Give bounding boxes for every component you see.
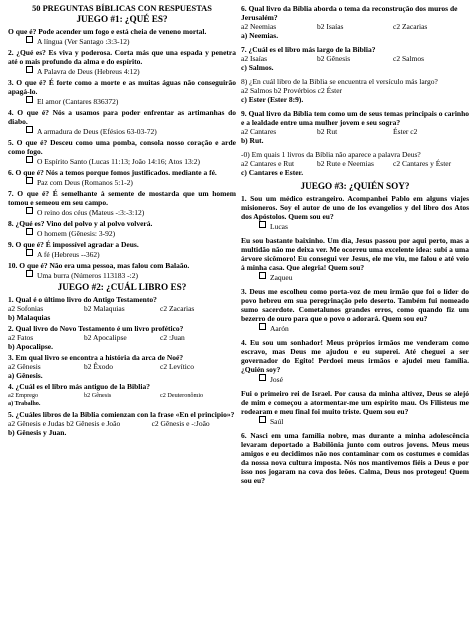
option: c2 Deuteronômio: [160, 392, 204, 399]
option: a2 Isaías: [241, 54, 268, 63]
answer-r25: Saúl: [241, 416, 469, 426]
document-title: 50 PREGUNTAS BÍBLICAS CON RESPUESTAS: [32, 4, 212, 13]
question-r26: 6. Nasci em uma família nobre, mas durante a minha adolescência levaram deportado a Babilônia junto com outros jovens. Meus meus amigos e eu decidimos não nos contaminar com os costumes e comidas da nossa nova cultura imposta. Nós nos mantivemos fiéis a Deus e por isso nos jogaram na cova dos leões. Calma, Deus nos protegeu! Quem sou eu?: [241, 431, 469, 485]
checkbox-icon: [259, 272, 266, 279]
answer-r22: Zaqueu: [241, 272, 469, 282]
left-column: [8, 4, 236, 437]
answer-9: A fé (Hebreus --362): [8, 249, 236, 259]
option: b2 Êxodo: [84, 362, 113, 371]
options-r10: [241, 159, 469, 168]
question-3: 3. O que é? É forte como a morte e as muitas águas não conseguirão apagá-lo.: [8, 78, 236, 96]
options-15: [8, 419, 236, 428]
right-column: [241, 4, 469, 485]
options-12: [8, 333, 236, 342]
checkbox-icon: [26, 270, 33, 277]
options-r6: [241, 22, 469, 31]
option: c2 Salmos: [393, 54, 425, 63]
option: a2 Emprego: [8, 392, 39, 399]
option: c2 :Juan: [160, 333, 185, 342]
options-14: [8, 391, 236, 400]
question-r24: 4. Eu sou um sonhador! Meus próprios irmãos me venderam como escravo, mas Deus me ajudou e eu superei. Até cheguei a ser governador do Egito! Perdoei meus irmãos e ajudei meu família. ¿Quién soy?: [241, 338, 469, 374]
question-10: 10. O que é? Não era uma pessoa, mas falou com Balaão.: [8, 261, 190, 270]
question-1: O que é? Pode acender um fogo e está cheia de veneno mortal.: [8, 27, 207, 36]
section-heading-juego3: JUEGO #3: ¿QUIÉN SOY?: [300, 181, 410, 191]
option: c2 Zacarias: [393, 22, 428, 31]
option: a2 Sofonias: [8, 304, 44, 313]
question-12: 2. Qual livro do Novo Testamento é um livro profético?: [8, 324, 184, 333]
option: b2 Isaías: [317, 22, 344, 31]
question-r23: 3. Deus me escolheu como porta-voz de meu irmão que foi o líder do povo hebreu em sua peregrinação pelo deserto. Também fui nomeado sumo sacerdote. Cometalunos grandes erros, como quando fiz um bezerro de ouro para que o povo o adorará. Quem sou eu?: [241, 287, 469, 323]
answer-4: A armadura de Deus (Efésios 63-03-72): [8, 126, 236, 136]
checkbox-icon: [259, 221, 266, 228]
answer-r24: José: [241, 374, 469, 384]
question-13: 3. Em qual livro se encontra a história da arca de Noé?: [8, 353, 184, 362]
checkbox-icon: [26, 96, 33, 103]
option: c2 Cantares y Éster: [393, 159, 452, 168]
result-r6: a) Neemias.: [241, 31, 279, 40]
checkbox-icon: [26, 66, 33, 73]
option: a2 Cantares: [241, 127, 277, 136]
option: c2 Gênesis e -:João: [151, 419, 210, 428]
checkbox-icon: [26, 207, 33, 214]
option: b2 Gênesis: [317, 54, 351, 63]
question-6: 6. O que é? Nós a temos porque fomos justificados. mediante a fé.: [8, 168, 217, 177]
answer-5: O Espírito Santo (Lucas 11:13; João 14:16; Atos 13:2): [8, 156, 236, 166]
option: a2 Gênesis: [8, 362, 41, 371]
result-13: a) Gênesis.: [8, 371, 43, 380]
result-r9: b) Rut.: [241, 136, 264, 145]
answer-10: Uma burra (Números 113183 -:2): [8, 270, 236, 280]
answer-r21: Lucas: [241, 221, 469, 231]
option: a2 Fatos: [8, 333, 34, 342]
question-r10: -0) Em quais 1 livros da Bíblia não aparece a palavra Deus?: [241, 150, 421, 159]
checkbox-icon: [26, 156, 33, 163]
question-5: 5. O que é? Desceu como uma pomba, consola nosso coração e arde como fogo.: [8, 138, 236, 156]
answer-6: Paz com Deus (Romanos 5:1-2): [8, 177, 236, 187]
question-r21: 1. Sou um médico estrangeiro. Acompanhei Pablo em alguns viajes misioneros. Soy el autor de uno de los evangelios y del libro dos Atos dos Apóstolos. Quem sou eu?: [241, 194, 469, 221]
question-r8: 8) ¿En cuál libro de la Biblia se encuentra el versículo más largo?: [241, 77, 438, 86]
question-r22: Eu sou bastante baixinho. Um dia, Jesus passou por aqui perto, mas a multidão não me deixa ver. Me ocorreu uma excelente idea: subí a uma árvore sicômoro! Eu consegui ver Jesus, ele me viu, me falou e até veio à minha casa. Que alegria! Quem sou?: [241, 236, 469, 272]
option: b2 Apocalipse: [84, 333, 127, 342]
question-4: 4. O que é? Nós a usamos para poder enfrentar as artimanhas do diabo.: [8, 108, 236, 126]
question-r7: 7. ¿Cuál es el libro más largo de la Biblia?: [241, 45, 376, 54]
result-11: b) Malaquias: [8, 313, 51, 322]
section-heading-juego2: JUEGO #2: ¿CUÁL LIBRO ES?: [57, 282, 187, 292]
option: b2 Gênesis: [84, 392, 112, 399]
question-11: 1. Qual é o último livro do Antigo Testamento?: [8, 295, 157, 304]
answer-3: El amor (Cantares 836372): [8, 96, 236, 106]
question-r6: 6. Qual livro da Bíblia aborda o tema da reconstrução dos muros de Jerusalém?: [241, 4, 458, 22]
question-15: 5. ¿Cuáles libros de la Biblia comienzan con la frase «En el principio»?: [8, 410, 235, 419]
option: c2 Zacarias: [160, 304, 195, 313]
checkbox-icon: [26, 249, 33, 256]
option: a2 Gênesis e Judas b2 Gênesis e João: [8, 419, 121, 428]
result-14: a) Trabalho.: [8, 400, 41, 407]
result-12: b) Apocalipse.: [8, 342, 54, 351]
question-9: 9. O que é? É impossível agradar a Deus.: [8, 240, 139, 249]
option: a2 Cantares e Rut: [241, 159, 295, 168]
option: Éster c2: [393, 127, 418, 136]
question-2: 2. ¿Qué es? Es viva y poderosa. Corta más que una espada y penetra até o mais profundo da alma e do espírito.: [8, 48, 236, 66]
section-heading-juego1: JUEGO #1: ¿QUÉ ES?: [76, 14, 168, 24]
result-15: b) Gênesis y Juan.: [8, 428, 67, 437]
option: b2 Malaquias: [84, 304, 125, 313]
checkbox-icon: [26, 228, 33, 235]
checkbox-icon: [26, 36, 33, 43]
options-13: [8, 362, 236, 371]
option: c2 Levítico: [160, 362, 194, 371]
answer-r23: Aarón: [241, 323, 469, 333]
option: a2 Neemias: [241, 22, 277, 31]
option: b2 Rute e Neemias: [317, 159, 374, 168]
result-r8: c) Ester (Ester 8:9).: [241, 95, 304, 104]
answer-7: O reino dos céus (Mateus -:3:-3:12): [8, 207, 236, 217]
options-r8: a2 Salmos b2 Provérbios c2 Éster: [241, 86, 343, 95]
options-r9: [241, 127, 469, 136]
checkbox-icon: [26, 177, 33, 184]
option: b2 Rut: [317, 127, 338, 136]
result-r10: c) Cantares e Ester.: [241, 168, 304, 177]
question-r9: 9. Qual livro da Bíblia tem como um de seus temas principais o carinho e a lealdade entre uma mulher jovem e seu sogra?: [241, 109, 469, 127]
options-r7: [241, 54, 469, 63]
question-8: 8. ¿Qué es? Vino del polvo y al polvo volverá.: [8, 219, 153, 228]
question-14: 4. ¿Cuál es el libro más antiguo de la Biblia?: [8, 382, 150, 391]
checkbox-icon: [26, 126, 33, 133]
answer-2: A Palavra de Deus (Hebreus 4:12): [8, 66, 236, 76]
checkbox-icon: [259, 374, 266, 381]
answer-1: A língua (Ver Santago :3:3-12): [8, 36, 236, 46]
checkbox-icon: [259, 323, 266, 330]
checkbox-icon: [259, 416, 266, 423]
options-11: [8, 304, 236, 313]
answer-8: O homem (Gênesis: 3-92): [8, 228, 236, 238]
question-r25: Fui o primeiro rei de Israel. Por causa da minha altivez, Deus se alejó de mim e começou a atormentar-me um espírito mau. Os Filisteus me rodearam e meu final foi muito triste. Quem sou eu?: [241, 389, 469, 416]
result-r7: c) Salmos.: [241, 63, 274, 72]
question-7: 7. O que é? É semelhante à semente de mostarda que um homem tomou e semeou em seu campo.: [8, 189, 236, 207]
